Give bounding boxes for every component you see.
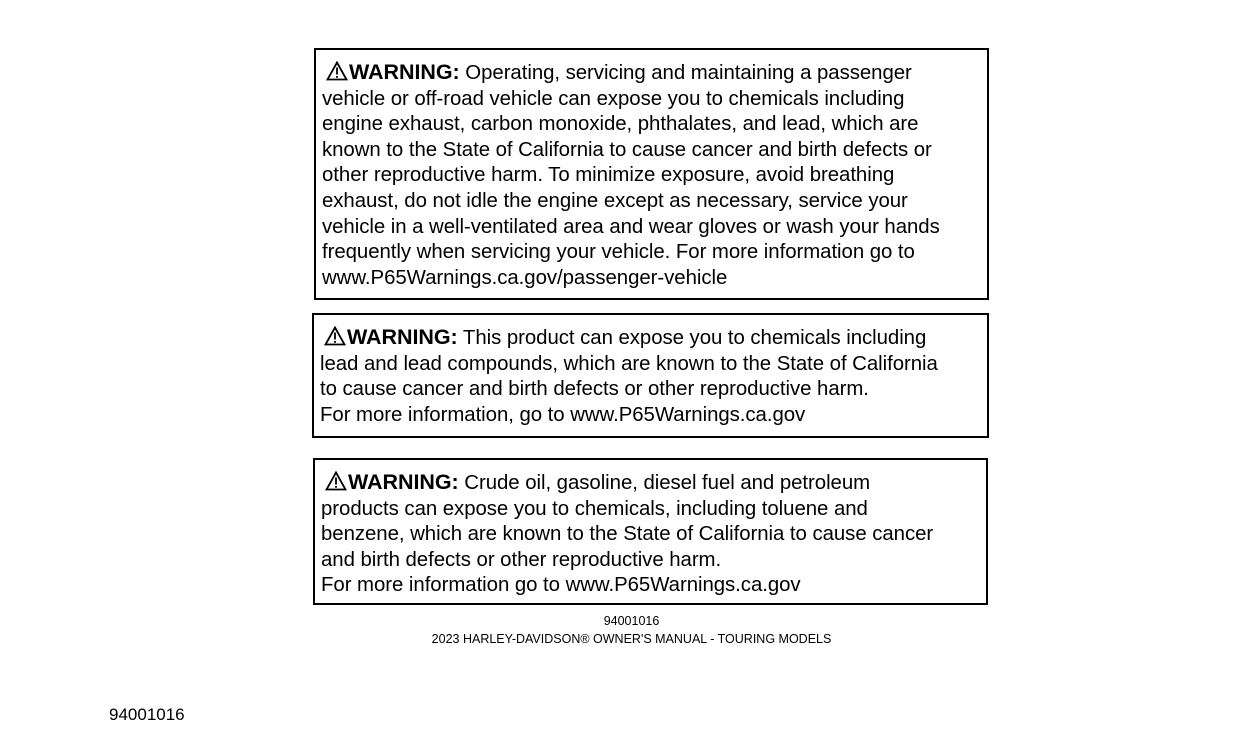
warning-box-lead <box>312 313 989 438</box>
warning-text-line: exhaust, do not idle the engine except as necessary, service your <box>322 189 908 212</box>
footer-manual-title: 2023 HARLEY-DAVIDSON® OWNER'S MANUAL - TOURING MODELS <box>431 632 832 646</box>
warning-text-line: lead and lead compounds, which are known to the State of California <box>320 352 938 375</box>
page-part-number: 94001016 <box>109 705 185 724</box>
warning-text-line: to cause cancer and birth defects or other reproductive harm. <box>320 378 869 401</box>
warning-link-text: For more information, go to www.P65Warnings.ca.gov <box>320 403 806 426</box>
warning-text-line: known to the State of California to cause cancer and birth defects or <box>322 138 932 161</box>
warning-text-line: This product can expose you to chemicals including <box>462 327 927 349</box>
warning-label: WARNING: <box>347 325 458 349</box>
warning-link-text: www.P65Warnings.ca.gov/passenger-vehicle <box>322 266 728 289</box>
warning-text-line: products can expose you to chemicals, including toluene and <box>321 497 868 520</box>
warning-text-line: frequently when servicing your vehicle. For more information go to <box>322 241 915 264</box>
warning-triangle-icon <box>326 61 348 81</box>
warning-text-line: Operating, servicing and maintaining a passenger <box>465 62 912 84</box>
warning-box-passenger-vehicle <box>314 48 989 300</box>
warning-text-line: benzene, which are known to the State of California to cause cancer <box>321 523 934 546</box>
warning-heading-line <box>321 470 980 497</box>
warning-label: WARNING: <box>348 470 459 494</box>
warning-text-line: and birth defects or other reproductive harm. <box>321 548 722 571</box>
warning-link-text: For more information go to www.P65Warnings.ca.gov <box>321 574 801 597</box>
warning-text-line: vehicle or off-road vehicle can expose you to chemicals including <box>322 87 905 110</box>
warning-label: WARNING: <box>349 60 460 84</box>
warning-triangle-icon <box>324 326 346 346</box>
warning-text-line: Crude oil, gasoline, diesel fuel and petroleum <box>464 472 871 494</box>
warning-heading-line <box>322 60 981 87</box>
warning-heading-line <box>320 325 981 352</box>
warning-triangle-icon <box>325 471 347 491</box>
warning-text-line: other reproductive harm. To minimize exposure, avoid breathing <box>322 164 895 187</box>
footer-part-number: 94001016 <box>603 614 660 628</box>
warning-text-line: engine exhaust, carbon monoxide, phthalates, and lead, which are <box>322 113 919 136</box>
warning-text-line: vehicle in a well-ventilated area and wear gloves or wash your hands <box>322 215 940 238</box>
warning-box-petroleum <box>313 458 988 605</box>
